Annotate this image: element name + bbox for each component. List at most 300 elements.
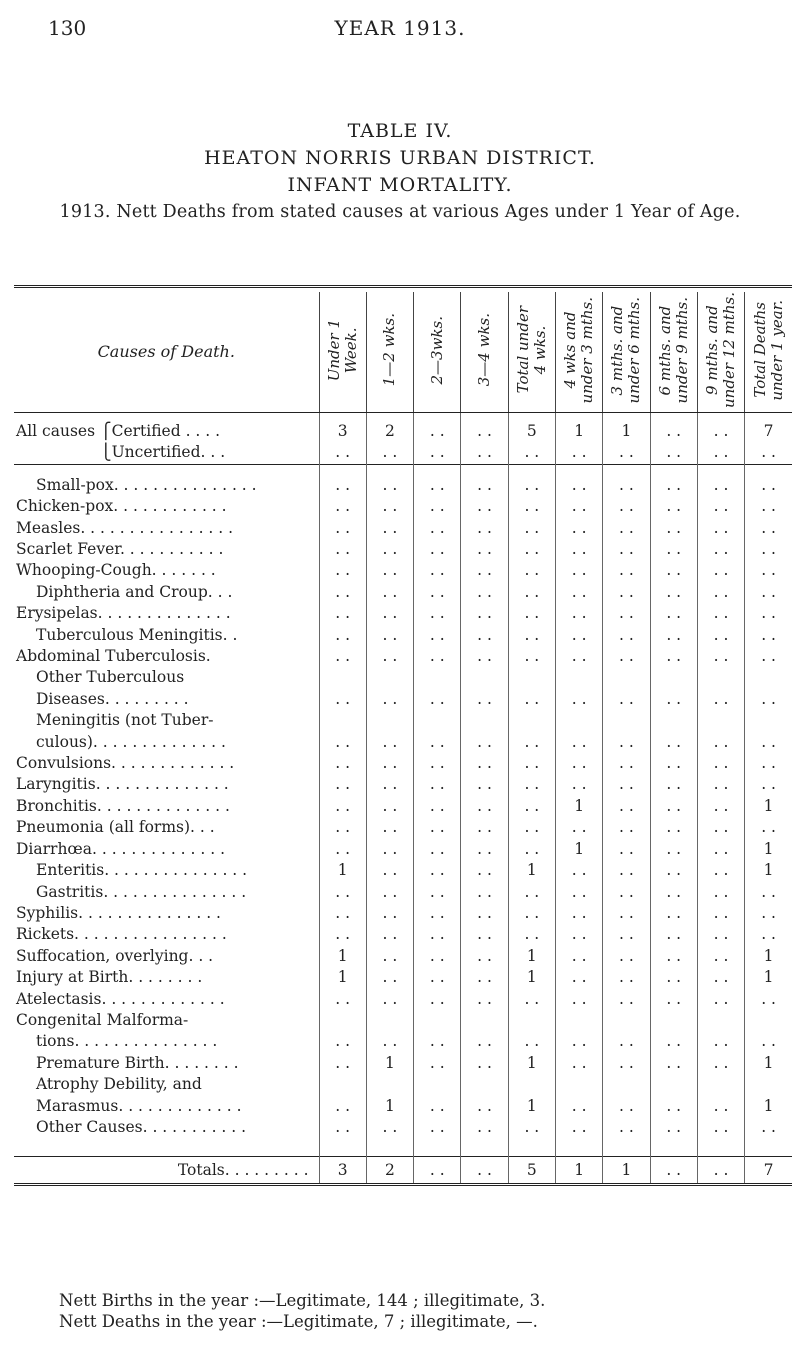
total-value-cell: . .	[650, 1157, 697, 1185]
value-cell: . .	[414, 689, 461, 710]
table-row	[14, 903, 792, 924]
table-row	[14, 1031, 792, 1052]
value-cell: . .	[461, 646, 508, 667]
value-cell: 1	[508, 967, 555, 988]
value-cell: . .	[697, 903, 744, 924]
table-row	[14, 475, 792, 496]
column-header	[555, 292, 602, 412]
value-cell: . .	[650, 924, 697, 945]
value-cell: . .	[461, 496, 508, 517]
cause-cell	[14, 924, 319, 945]
column-header-label	[429, 316, 446, 384]
value-cell: . .	[319, 1096, 366, 1117]
mortality-table-container	[14, 285, 792, 1186]
value-cell: . .	[650, 860, 697, 881]
cause-cell	[14, 582, 319, 603]
value-cell: . .	[461, 989, 508, 1010]
cause-cell	[14, 882, 319, 903]
value-cell: . .	[461, 1096, 508, 1117]
value-cell	[366, 1010, 413, 1031]
value-cell: . .	[414, 924, 461, 945]
value-cell	[461, 710, 508, 731]
value-cell: . .	[650, 475, 697, 496]
value-cell: . .	[461, 903, 508, 924]
value-cell: 3	[319, 412, 366, 442]
spacer-cell	[414, 1138, 461, 1157]
value-cell: . .	[508, 518, 555, 539]
total-value-cell: 5	[508, 1157, 555, 1185]
cause-cell	[14, 560, 319, 581]
cause-cell: ⎩Uncertified. . .	[95, 443, 226, 462]
cause-cell: All causes ⎧Certified . . . .	[16, 421, 221, 440]
value-cell: . .	[745, 732, 792, 753]
value-cell: . .	[366, 1031, 413, 1052]
total-value-cell: . .	[461, 1157, 508, 1185]
value-cell: . .	[461, 882, 508, 903]
value-cell: . .	[366, 560, 413, 581]
cause-cell	[14, 646, 319, 667]
value-cell: 1	[319, 860, 366, 881]
value-cell: . .	[555, 817, 602, 838]
value-cell	[650, 667, 697, 688]
column-header-label	[326, 319, 360, 381]
value-cell: . .	[697, 603, 744, 624]
value-cell: . .	[603, 924, 650, 945]
value-cell: . .	[555, 882, 602, 903]
cause-text: Marasmus. . . . . . . . . . . . .	[36, 1096, 242, 1115]
value-cell	[366, 710, 413, 731]
value-cell: . .	[461, 689, 508, 710]
value-cell: 1	[555, 412, 602, 442]
value-cell: . .	[603, 496, 650, 517]
value-cell	[697, 667, 744, 688]
table-row	[14, 667, 792, 688]
cause-text: Premature Birth. . . . . . . .	[36, 1053, 239, 1072]
value-cell: . .	[650, 1117, 697, 1138]
value-cell: . .	[414, 774, 461, 795]
value-cell: . .	[508, 539, 555, 560]
value-cell	[650, 1074, 697, 1095]
value-cell: . .	[319, 646, 366, 667]
value-cell: . .	[650, 646, 697, 667]
value-cell: . .	[366, 967, 413, 988]
column-header-line: under 9 mths.	[672, 296, 691, 404]
value-cell: . .	[650, 603, 697, 624]
value-cell: . .	[414, 412, 461, 442]
cause-cell	[14, 946, 319, 967]
value-cell: . .	[414, 882, 461, 903]
cause-cell	[14, 667, 319, 688]
table-row	[14, 646, 792, 667]
district-title: HEATON NORRIS URBAN DISTRICT.	[204, 147, 596, 169]
value-cell: . .	[555, 496, 602, 517]
value-cell: . .	[366, 539, 413, 560]
column-header-label	[476, 313, 493, 386]
value-cell: . .	[319, 582, 366, 603]
table-row	[14, 1096, 792, 1117]
value-cell: . .	[508, 560, 555, 581]
value-cell: . .	[319, 774, 366, 795]
table-row	[14, 753, 792, 774]
value-cell: . .	[414, 732, 461, 753]
total-value-cell: 2	[366, 1157, 413, 1185]
cause-cell	[14, 518, 319, 539]
value-cell: . .	[555, 860, 602, 881]
value-cell: . .	[603, 967, 650, 988]
value-cell: . .	[366, 646, 413, 667]
value-cell: . .	[745, 603, 792, 624]
value-cell: . .	[697, 817, 744, 838]
value-cell	[508, 1010, 555, 1031]
cause-cell	[14, 903, 319, 924]
totals-row	[14, 1157, 792, 1185]
value-cell: . .	[555, 924, 602, 945]
value-cell: . .	[745, 560, 792, 581]
value-cell: . .	[650, 903, 697, 924]
value-cell: . .	[697, 412, 744, 442]
value-cell: . .	[366, 496, 413, 517]
value-cell: . .	[319, 839, 366, 860]
value-cell: 1	[319, 946, 366, 967]
column-header	[697, 292, 744, 412]
table-row	[14, 689, 792, 710]
cause-text: Convulsions. . . . . . . . . . . . .	[16, 754, 235, 773]
value-cell: . .	[366, 839, 413, 860]
cause-text: Other Tuberculous	[36, 668, 185, 687]
value-cell: . .	[461, 817, 508, 838]
value-cell: . .	[508, 442, 555, 464]
total-value-cell: . .	[697, 1157, 744, 1185]
cause-text: Abdominal Tuberculosis.	[16, 647, 211, 666]
totals-label: Totals. . . . . . . . .	[14, 1157, 319, 1185]
cause-cell	[14, 1053, 319, 1074]
column-header-label	[704, 292, 738, 408]
value-cell	[697, 1074, 744, 1095]
value-cell: . .	[461, 732, 508, 753]
value-cell: . .	[555, 903, 602, 924]
table-row	[14, 1074, 792, 1095]
value-cell: . .	[414, 860, 461, 881]
value-cell: . .	[366, 989, 413, 1010]
table-body	[14, 412, 792, 1184]
value-cell: . .	[461, 442, 508, 464]
value-cell: . .	[319, 625, 366, 646]
spacer-cell	[366, 1138, 413, 1157]
column-header-label	[752, 300, 786, 401]
value-cell: . .	[414, 903, 461, 924]
value-cell: . .	[603, 518, 650, 539]
value-cell: . .	[508, 603, 555, 624]
value-cell: . .	[461, 860, 508, 881]
cause-text: Diphtheria and Croup. . .	[36, 582, 233, 601]
value-cell: . .	[603, 475, 650, 496]
value-cell: 1	[508, 860, 555, 881]
separator-cell	[366, 464, 413, 475]
value-cell	[508, 667, 555, 688]
value-cell: . .	[414, 442, 461, 464]
value-cell: . .	[697, 774, 744, 795]
value-cell	[555, 667, 602, 688]
value-cell: . .	[461, 560, 508, 581]
deaths-note: Nett Deaths in the year :—Legitimate, 7 ; illegitimate, —.	[59, 1312, 538, 1331]
table-row	[14, 1010, 792, 1031]
separator-cell	[555, 464, 602, 475]
value-cell: . .	[697, 582, 744, 603]
cause-text: Other Causes. . . . . . . . . . .	[36, 1117, 247, 1136]
value-cell: . .	[650, 989, 697, 1010]
value-cell: . .	[555, 603, 602, 624]
cause-column-header: Causes of Death.	[14, 292, 319, 412]
column-header-line: under 1 year.	[767, 299, 786, 401]
cause-cell	[14, 689, 319, 710]
cause-text: Meningitis (not Tuber-	[36, 711, 214, 730]
table-row	[14, 442, 792, 464]
value-cell: . .	[319, 732, 366, 753]
total-value-cell: . .	[414, 1157, 461, 1185]
value-cell: . .	[414, 475, 461, 496]
value-cell: . .	[555, 1031, 602, 1052]
value-cell: . .	[508, 1117, 555, 1138]
value-cell: . .	[555, 689, 602, 710]
cause-text: Measles. . . . . . . . . . . . . . . .	[16, 518, 234, 537]
value-cell: . .	[697, 646, 744, 667]
value-cell: . .	[650, 839, 697, 860]
column-header-line: 4 wks and	[561, 311, 580, 389]
value-cell	[603, 667, 650, 688]
column-header-line: under 3 mths.	[578, 296, 597, 404]
value-cell: . .	[603, 989, 650, 1010]
value-cell: . .	[555, 967, 602, 988]
value-cell: . .	[366, 475, 413, 496]
value-cell: . .	[319, 560, 366, 581]
page-number: 130	[48, 16, 87, 40]
value-cell: . .	[603, 796, 650, 817]
value-cell: . .	[555, 732, 602, 753]
value-cell: . .	[414, 1053, 461, 1074]
value-cell: . .	[555, 1096, 602, 1117]
cause-cell	[14, 710, 319, 731]
cause-cell	[14, 839, 319, 860]
value-cell: 1	[745, 1096, 792, 1117]
value-cell: . .	[745, 924, 792, 945]
value-cell: 1	[555, 796, 602, 817]
value-cell: . .	[414, 989, 461, 1010]
column-header	[650, 292, 697, 412]
value-cell: . .	[603, 839, 650, 860]
value-cell: . .	[319, 1117, 366, 1138]
value-cell	[745, 1010, 792, 1031]
column-header-label	[609, 297, 643, 403]
value-cell: . .	[745, 625, 792, 646]
value-cell: . .	[366, 774, 413, 795]
column-header-line: Total Deaths	[750, 302, 769, 398]
value-cell: . .	[555, 475, 602, 496]
separator-cell	[745, 464, 792, 475]
column-header	[508, 292, 555, 412]
value-cell: . .	[603, 539, 650, 560]
table-row	[14, 967, 792, 988]
cause-text: Congenital Malforma-	[16, 1010, 189, 1029]
value-cell: . .	[697, 796, 744, 817]
value-cell: . .	[697, 989, 744, 1010]
cause-cell	[14, 817, 319, 838]
value-cell: . .	[461, 582, 508, 603]
value-cell: . .	[319, 817, 366, 838]
value-cell: . .	[461, 796, 508, 817]
value-cell: . .	[697, 560, 744, 581]
cause-text: Diseases. . . . . . . . .	[36, 689, 189, 708]
page-header	[0, 16, 800, 46]
cause-text: Small-pox. . . . . . . . . . . . . . .	[36, 475, 257, 494]
value-cell	[745, 710, 792, 731]
spacer-cell	[603, 1138, 650, 1157]
value-cell: . .	[461, 539, 508, 560]
value-cell: 1	[508, 1096, 555, 1117]
value-cell: . .	[319, 882, 366, 903]
table-row	[14, 496, 792, 517]
value-cell	[603, 1010, 650, 1031]
value-cell: . .	[650, 1096, 697, 1117]
value-cell: . .	[555, 1117, 602, 1138]
column-header-line: 2—3wks.	[427, 315, 446, 385]
column-header-line: 6 mths. and	[655, 305, 674, 395]
value-cell: . .	[650, 753, 697, 774]
value-cell: . .	[319, 475, 366, 496]
infant-mortality-table	[14, 285, 792, 1186]
separator-cell	[414, 464, 461, 475]
value-cell: . .	[461, 1031, 508, 1052]
value-cell: . .	[697, 539, 744, 560]
value-cell: 1	[745, 946, 792, 967]
value-cell	[650, 1010, 697, 1031]
value-cell: . .	[414, 967, 461, 988]
value-cell: . .	[508, 882, 555, 903]
value-cell: . .	[508, 732, 555, 753]
value-cell	[366, 1074, 413, 1095]
value-cell: . .	[414, 518, 461, 539]
table-row	[14, 1117, 792, 1138]
all-causes-label: All causes	[16, 421, 96, 440]
value-cell: . .	[508, 817, 555, 838]
value-cell: . .	[366, 946, 413, 967]
value-cell: . .	[697, 1096, 744, 1117]
table-row	[14, 732, 792, 753]
value-cell	[319, 1074, 366, 1095]
cause-text: Laryngitis. . . . . . . . . . . . . .	[16, 775, 229, 794]
value-cell	[603, 710, 650, 731]
value-cell: . .	[745, 753, 792, 774]
table-row	[14, 817, 792, 838]
value-cell: 1	[745, 860, 792, 881]
spacer-cell	[555, 1138, 602, 1157]
value-cell: . .	[650, 946, 697, 967]
value-cell: . .	[745, 817, 792, 838]
value-cell: 2	[366, 412, 413, 442]
value-cell: . .	[650, 732, 697, 753]
value-cell: . .	[697, 1031, 744, 1052]
value-cell	[461, 667, 508, 688]
total-value-cell: 7	[745, 1157, 792, 1185]
value-cell: . .	[508, 753, 555, 774]
value-cell: . .	[366, 442, 413, 464]
value-cell: . .	[555, 646, 602, 667]
cause-cell	[14, 753, 319, 774]
value-cell: . .	[745, 646, 792, 667]
table-row	[14, 1053, 792, 1074]
value-cell: . .	[603, 1096, 650, 1117]
value-cell: . .	[650, 1031, 697, 1052]
value-cell: . .	[697, 732, 744, 753]
value-cell: . .	[555, 442, 602, 464]
value-cell: . .	[414, 1031, 461, 1052]
value-cell: . .	[366, 1117, 413, 1138]
value-cell: . .	[319, 496, 366, 517]
value-cell	[603, 1074, 650, 1095]
cause-cell	[14, 1074, 319, 1095]
section-separator	[14, 464, 792, 475]
value-cell: . .	[366, 518, 413, 539]
value-cell: 1	[745, 967, 792, 988]
cause-cell	[14, 1117, 319, 1138]
value-cell: . .	[603, 442, 650, 464]
value-cell: . .	[319, 689, 366, 710]
value-cell: . .	[461, 475, 508, 496]
value-cell	[461, 1010, 508, 1031]
value-cell: . .	[508, 625, 555, 646]
cause-text: Enteritis. . . . . . . . . . . . . . .	[36, 861, 248, 880]
value-cell: 1	[745, 839, 792, 860]
value-cell: . .	[697, 946, 744, 967]
cause-text: culous). . . . . . . . . . . . . .	[36, 732, 226, 751]
table-titles	[0, 118, 800, 226]
value-cell	[319, 667, 366, 688]
value-cell: . .	[603, 753, 650, 774]
value-cell: . .	[461, 603, 508, 624]
cause-cell	[14, 475, 319, 496]
value-cell: . .	[414, 753, 461, 774]
table-label: TABLE IV.	[347, 120, 453, 142]
cause-text: Erysipelas. . . . . . . . . . . . . .	[16, 604, 231, 623]
cause-cell	[14, 1096, 319, 1117]
cause-text: Gastritis. . . . . . . . . . . . . . .	[36, 882, 247, 901]
value-cell: . .	[603, 560, 650, 581]
cause-text: Tuberculous Meningitis. .	[36, 625, 238, 644]
separator-cell	[697, 464, 744, 475]
value-cell: . .	[555, 625, 602, 646]
value-cell: . .	[603, 946, 650, 967]
value-cell: . .	[697, 1117, 744, 1138]
value-cell: . .	[697, 924, 744, 945]
value-cell: . .	[461, 1053, 508, 1074]
value-cell: 1	[603, 412, 650, 442]
cause-cell	[14, 967, 319, 988]
cause-text: Scarlet Fever. . . . . . . . . . .	[16, 540, 224, 559]
column-header-line: under 6 mths.	[625, 296, 644, 404]
value-cell: . .	[414, 560, 461, 581]
value-cell: 1	[319, 967, 366, 988]
value-cell: . .	[745, 475, 792, 496]
value-cell: 1	[555, 839, 602, 860]
value-cell: . .	[414, 817, 461, 838]
value-cell	[555, 1074, 602, 1095]
cause-text: Whooping-Cough. . . . . . .	[16, 561, 216, 580]
value-cell: . .	[555, 560, 602, 581]
value-cell: . .	[414, 1117, 461, 1138]
value-cell: . .	[650, 625, 697, 646]
spacer-cell	[319, 1138, 366, 1157]
column-header-line: Week.	[341, 327, 360, 373]
value-cell: . .	[414, 625, 461, 646]
